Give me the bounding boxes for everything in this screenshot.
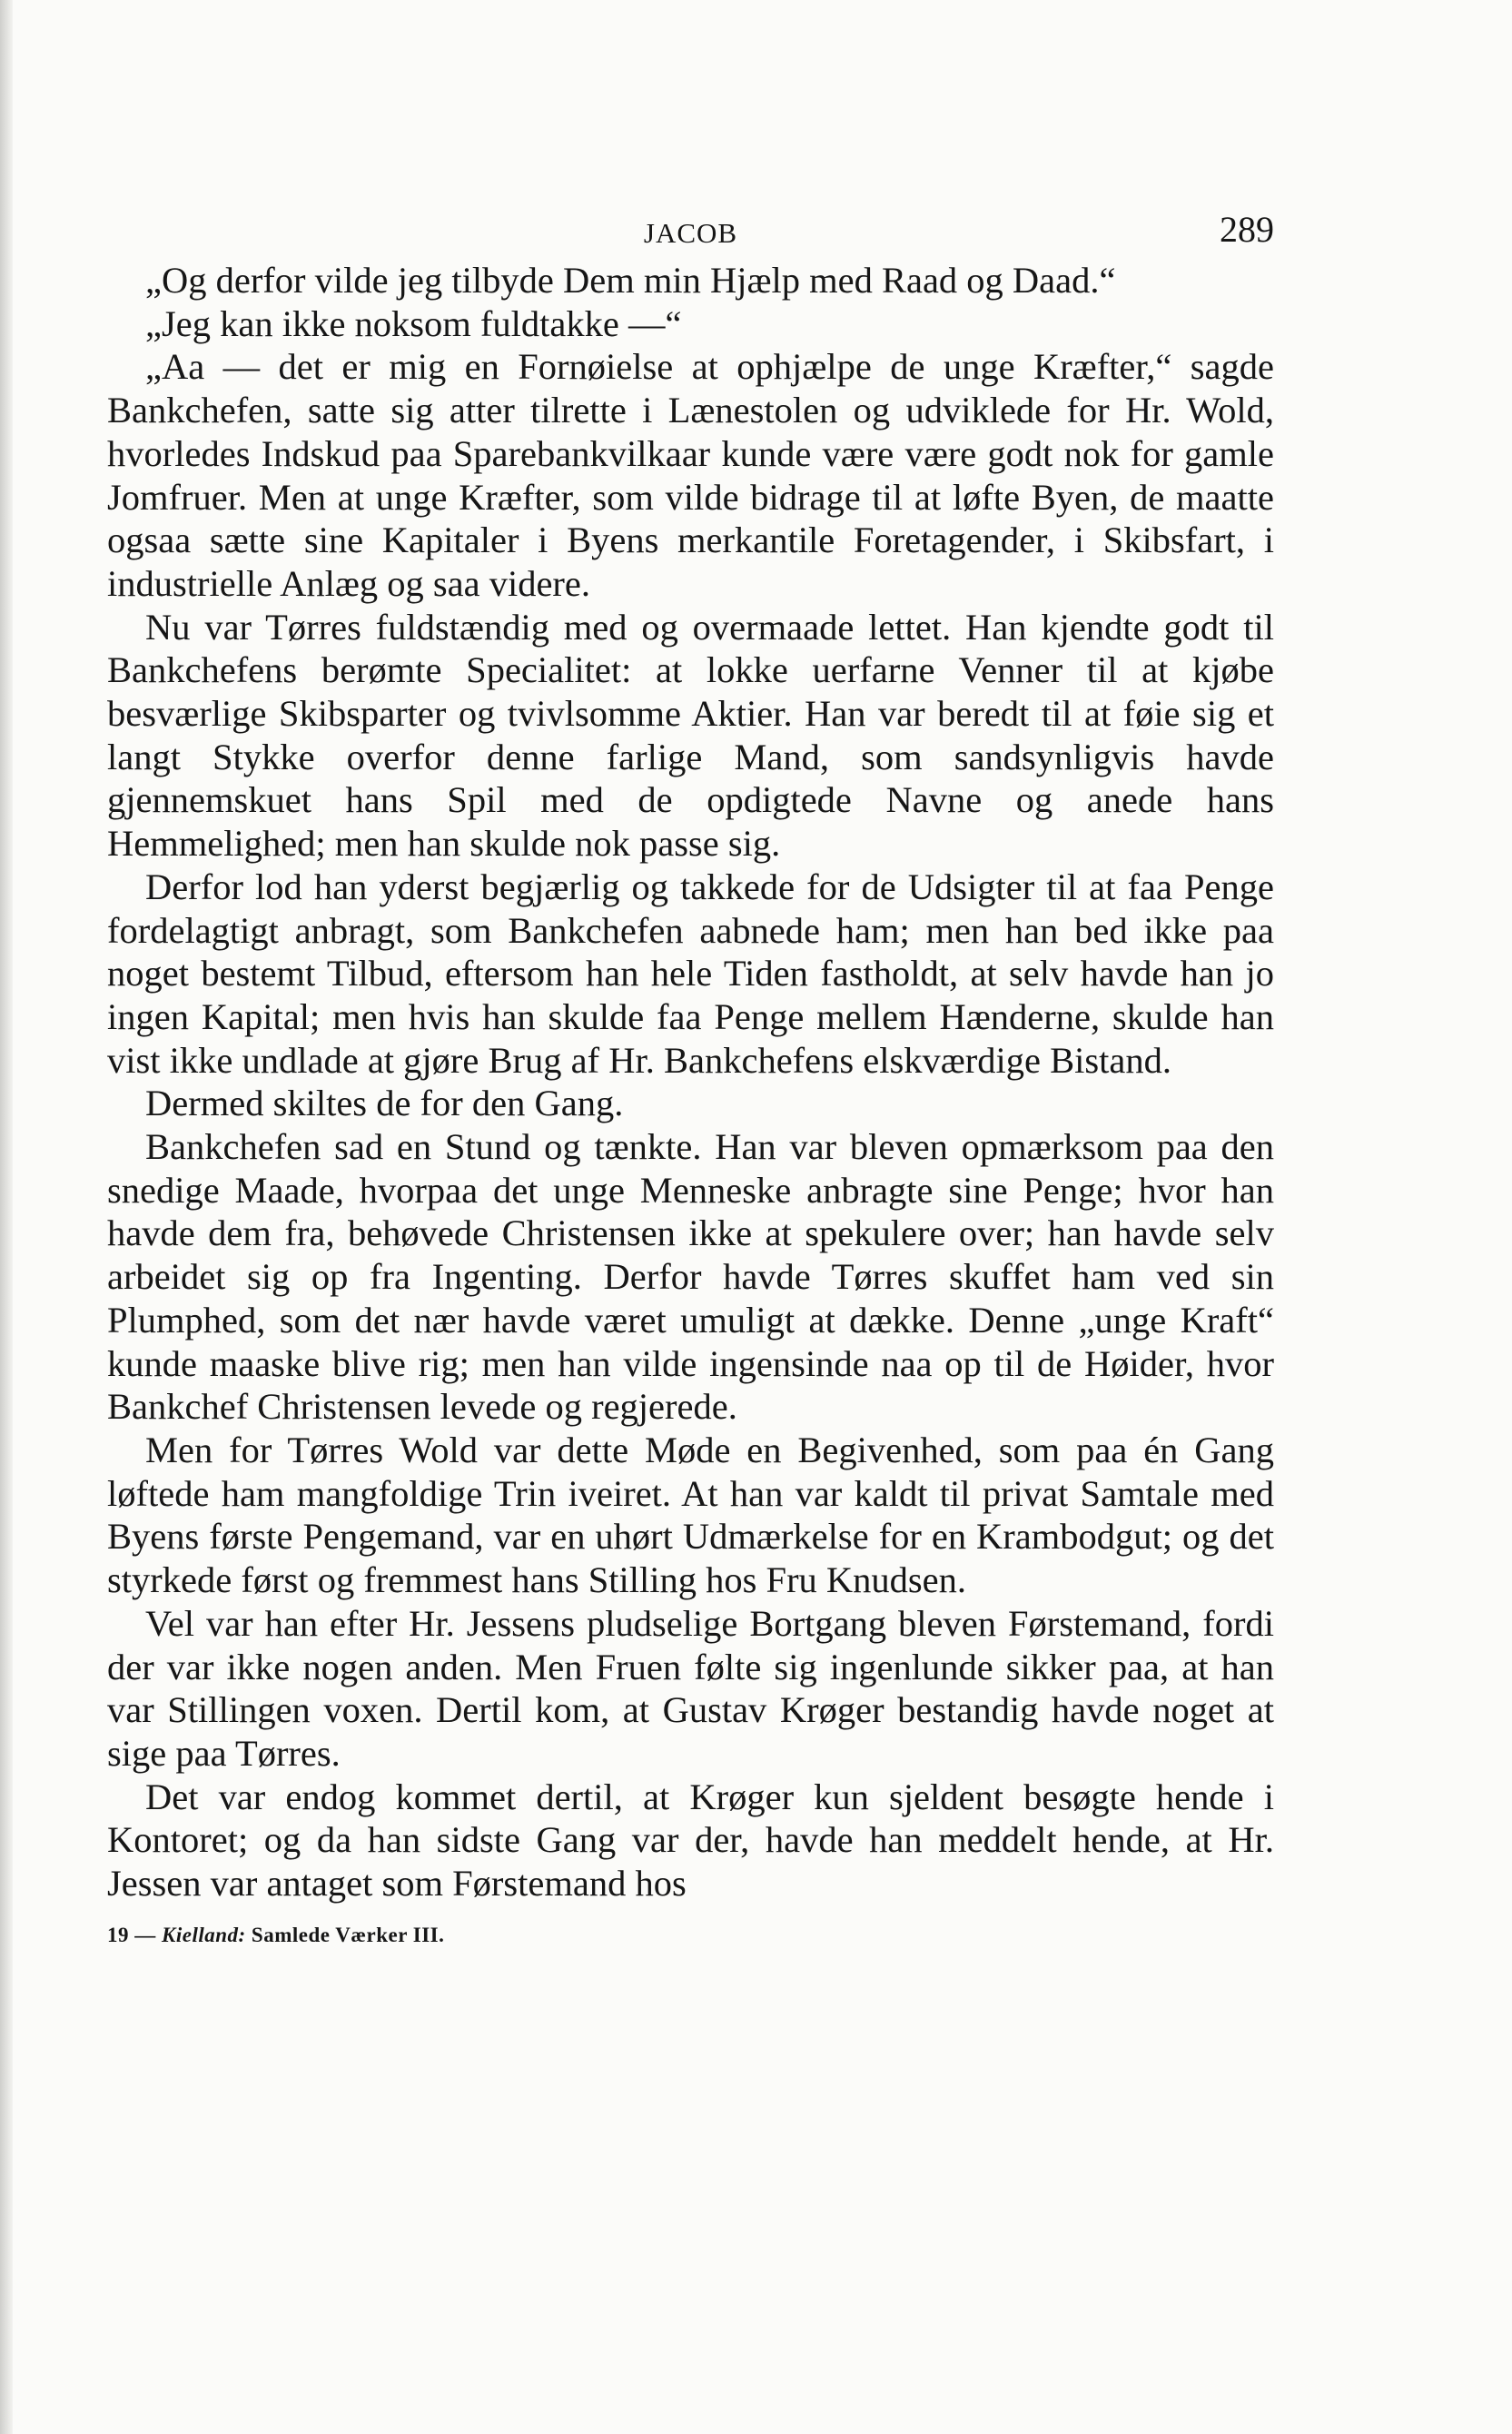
page-header — [107, 204, 1274, 259]
paragraph: „Og derfor vilde jeg tilbyde Dem min Hjælp med Raad og Daad.“ — [145, 260, 1116, 301]
paragraph: Derfor lod han yderst begjærlig og takkede for de Udsigter til at faa Penge fordelagtigt anbragt, som Bankchefen aabnede ham; men han bed ikke paa noget bestemt Tilbud, eftersom han hele Tiden fastholdt, at selv havde han jo ingen Kapital; men hvis han skulde faa Penge mellem Hænderne, skulde han vist ikke undlade at gjøre Brug af Hr. Bankchefens elskværdige Bistand. — [107, 866, 1274, 1081]
paragraph: Vel var han efter Hr. Jessens pludselige Bortgang bleven Førstemand, fordi der var ikke nogen anden. Men Fruen følte sig ingenlunde sikker paa, at han var Stillingen voxen. Dertil kom, at Gustav Krøger bestandig havde noget at sige paa Tørres. — [107, 1602, 1274, 1774]
paragraph: Dermed skiltes de for den Gang. — [145, 1083, 624, 1124]
paragraph: „Aa — det er mig en Fornøielse at ophjælpe de unge Kræfter,“ sagde Bankchefen, satte sig atter tilrette i Lænestolen og udviklede for Hr. Wold, hvorledes Indskud paa Sparebankvilkaar kunde være være godt nok for gamle Jomfruer. Men at unge Kræfter, som vilde bidrage til at løfte Byen, de maatte ogsaa sætte sine Kapitaler i Byens merkantile Foretagender, i Skibsfart, i industrielle Anlæg og saa videre. — [107, 346, 1274, 604]
paragraph: Men for Tørres Wold var dette Møde en Begivenhed, som paa én Gang løftede ham mangfoldige Trin iveiret. At han var kaldt til privat Samtale med Byens første Pengemand, var en uhørt Udmærkelse for en Krambodgut; og det styrkede først og fremmest hans Stilling hos Fru Knudsen. — [107, 1429, 1274, 1601]
running-head: JACOB — [643, 217, 738, 249]
paragraph: „Jeg kan ikke noksom fuldtakke —“ — [145, 302, 682, 344]
footer-author: Kielland: — [162, 1923, 246, 1946]
paragraph: Bankchefen sad en Stund og tænkte. Han var bleven opmærksom paa den snedige Maade, hvorpaa det unge Menneske anbragte sine Penge; hvor han havde dem fra, behøvede Christensen ikke at spekulere over; han havde selv arbeidet sig op fra Ingenting. Derfor havde Tørres skuffet ham ved sin Plumphed, som det nær havde været umuligt at dække. Denne „unge Kraft“ kunde maaske blive rig; men han vilde ingensinde naa op til de Høider, hvor Bankchef Christensen levede og regjerede. — [107, 1126, 1274, 1428]
signature-mark: 19 — — [107, 1923, 156, 1946]
paragraph: Det var endog kommet dertil, at Krøger kun sjeldent besøgte hende i Kontoret; og da han sidste Gang var der, havde han meddelt hende, at Hr. Jessen var antaget som Førstemand hos — [107, 1776, 1274, 1905]
book-page — [107, 204, 1274, 1947]
body-text — [107, 259, 1274, 1905]
signature-footer — [107, 1924, 1274, 1947]
page-number: 289 — [1220, 209, 1274, 250]
footer-title: Samlede Værker III. — [251, 1923, 445, 1946]
paragraph: Nu var Tørres fuldstændig med og overmaade lettet. Han kjendte godt til Bankchefens berømte Specialitet: at lokke uerfarne Venner til at kjøbe besværlige Skibsparter og tvivlsomme Aktier. Han var beredt til at føie sig et langt Stykke overfor denne farlige Mand, som sandsynligvis havde gjennemskuet hans Spil med de opdigtede Navne og anede hans Hemmelighed; men han skulde nok passe sig. — [107, 606, 1274, 865]
page-edge-shadow — [0, 0, 13, 2434]
